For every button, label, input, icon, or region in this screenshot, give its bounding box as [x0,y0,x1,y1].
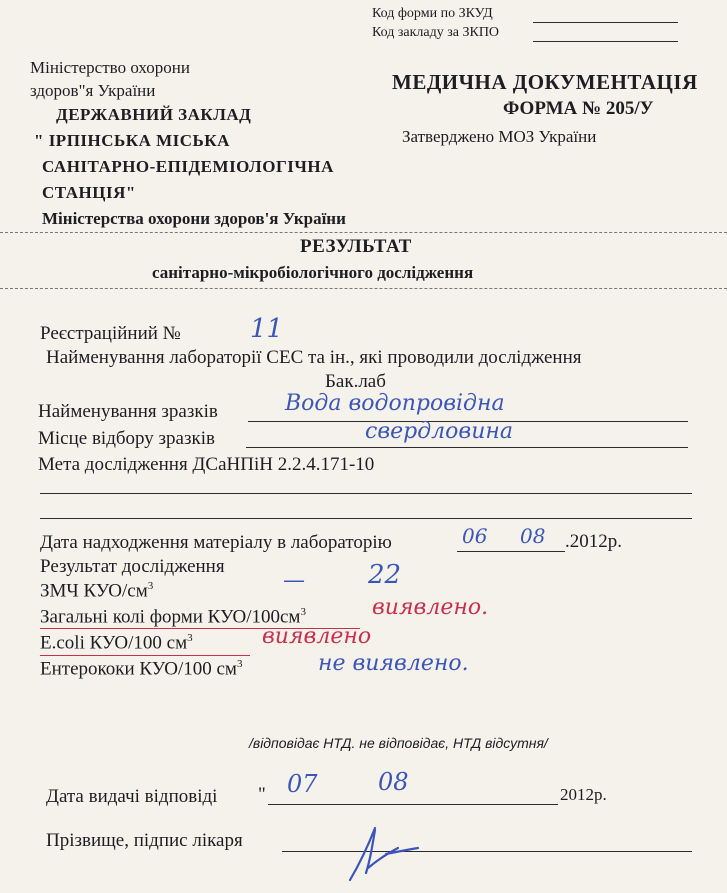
registration-label: Реєстраційний № [40,323,181,344]
zkpo-line [533,41,678,42]
registration-value: 11 [250,314,284,344]
form-approved: Затверджено МОЗ України [402,127,597,146]
result-row-ecoli-sup: 3 [187,632,193,644]
purpose-label: Мета дослідження ДСаНПіН 2.2.4.171-10 [38,454,375,475]
issue-day: 07 [287,770,318,798]
zkud-label: Код форми по ЗКУД [372,6,493,21]
result-row-coliforms-sup: 3 [300,606,306,618]
sample-name-value: Вода водопровідна [285,391,505,416]
institution-line-2: " ІРПІНСЬКА МІСЬКА [34,131,230,150]
result-row-zmch-label: ЗМЧ КУО/см [40,580,148,602]
sample-place-label: Місце відбору зразків [38,428,215,449]
lab-label: Найменування лабораторії СЕС та ін., які проводили дослідження [46,347,582,368]
sample-place-value: свердловина [365,419,514,444]
institution-line-3: САНІТАРНО-ЕПІДЕМІОЛОГІЧНА [42,157,334,176]
result-subtitle: санітарно-мікробіологічного дослідження [152,263,474,282]
result-row-ecoli-value: виявлено [262,624,372,649]
purpose-line-1 [40,493,692,494]
zkud-line [533,22,678,23]
results-label: Результат дослідження [40,556,225,577]
receipt-day: 06 [462,524,488,548]
sample-place-line [246,447,688,448]
form-number: ФОРМА № 205/У [503,98,654,119]
lab-value: Бак.лаб [325,371,386,392]
receipt-month: 08 [520,524,546,548]
result-row-enterococci-label: Ентерококи КУО/100 см [40,658,237,680]
result-row-zmch-dash: — [283,568,305,593]
fold-line-top [0,232,727,233]
result-row-ecoli [40,632,193,654]
result-row-enterococci-sup: 3 [236,658,243,670]
form-title: МЕДИЧНА ДОКУМЕНТАЦІЯ [392,70,698,94]
fold-line-bottom [0,288,727,289]
issue-year: 2012р. [560,785,607,804]
institution-line-1: ДЕРЖАВНИЙ ЗАКЛАД [56,105,252,124]
ministry-line-1: Міністерство охорони [30,58,190,77]
result-row-coliforms-value: виявлено. [372,595,489,620]
result-title: РЕЗУЛЬТАТ [300,236,412,257]
compliance-note: /відповідає НТД. не відповідає, НТД відсутня/ [249,735,548,751]
result-row-enterococci [40,658,242,680]
issue-label: Дата видачі відповіді [46,786,218,807]
doctor-label: Прізвище, підпис лікаря [46,830,243,851]
purpose-line-2 [40,518,692,519]
result-row-enterococci-value: не виявлено. [318,651,469,676]
zkpo-label: Код закладу за ЗКПО [372,25,500,40]
issue-month: 08 [378,768,409,796]
result-row-coliforms-label: Загальні колі форми КУО/100см [40,606,301,628]
receipt-year: .2012р. [565,531,622,552]
issue-date-line [268,804,558,805]
institution-line-4: СТАНЦІЯ" [42,183,136,202]
result-row-ecoli-underline [40,655,250,656]
result-row-zmch-sup: 3 [147,580,154,592]
receipt-label: Дата надходження матеріалу в лабораторію [40,532,392,553]
institution-line-5: Міністерства охорони здоров'я України [42,209,346,228]
issue-quote: " [258,784,266,805]
result-row-zmch [40,580,153,602]
result-row-ecoli-label: E.coli КУО/100 см [40,632,188,654]
result-row-zmch-value: 22 [368,560,402,590]
doctor-signature [320,818,430,888]
sample-name-label: Найменування зразків [38,401,218,422]
receipt-date-line [457,551,565,552]
ministry-line-2: здоров"я України [30,81,156,100]
